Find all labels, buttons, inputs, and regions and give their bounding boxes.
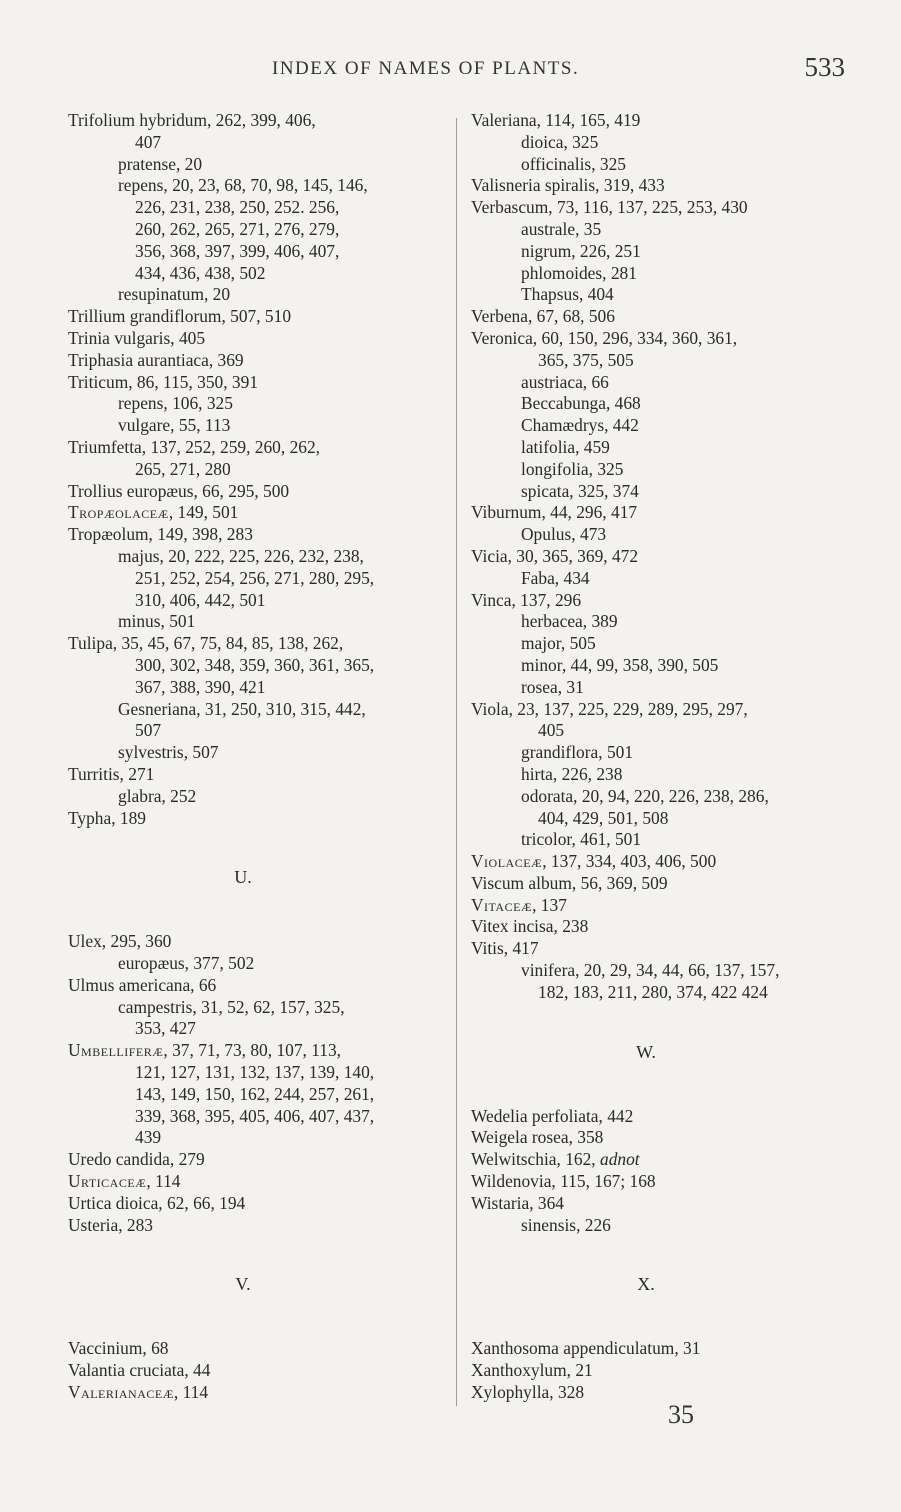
index-subentry <box>471 219 861 241</box>
index-entry <box>68 1382 448 1404</box>
entry-text: Vitis, 417 <box>471 938 539 959</box>
entry-text: 310, 406, 442, 501 <box>135 589 266 610</box>
entry-text: Valantia cruciata, 44 <box>68 1360 211 1381</box>
entry-text: repens, 20, 23, 68, 70, 98, 145, 146, <box>118 175 368 196</box>
entry-text: 367, 388, 390, 421 <box>135 676 266 697</box>
entry-text: Urtica dioica, 62, 66, 194 <box>68 1192 246 1213</box>
section-letter: U. <box>234 867 252 888</box>
entry-text: Opulus, 473 <box>521 524 607 545</box>
entry-text: Verbascum, 73, 116, 137, 225, 253, 430 <box>471 197 748 218</box>
index-subentry <box>471 393 861 415</box>
index-entry <box>471 873 861 895</box>
index-entry-continuation <box>471 982 861 1004</box>
index-entry <box>68 350 448 372</box>
entry-text: 226, 231, 238, 250, 252. 256, <box>135 197 340 218</box>
entry-text: , 37, 71, 73, 80, 107, 113, <box>163 1040 342 1061</box>
index-entry <box>68 808 448 830</box>
entry-text: campestris, 31, 52, 62, 157, 325, <box>118 996 345 1017</box>
index-entry-continuation <box>68 590 448 612</box>
entry-text: sylvestris, 507 <box>118 742 219 763</box>
index-entry <box>68 1360 448 1382</box>
family-name: Violaceæ <box>471 851 543 872</box>
index-subentry <box>471 1215 861 1237</box>
index-entry <box>68 633 448 655</box>
index-entry <box>471 197 861 219</box>
index-subentry <box>471 611 861 633</box>
entry-text: Wildenovia, 115, 167; 168 <box>471 1171 656 1192</box>
entry-text: Veronica, 60, 150, 296, 334, 360, 361, <box>471 327 738 348</box>
index-entry-continuation <box>68 1106 448 1128</box>
index-subentry <box>471 372 861 394</box>
entry-text: grandiflora, 501 <box>521 742 634 763</box>
entry-text: Tulipa, 35, 45, 67, 75, 84, 85, 138, 262, <box>68 633 344 654</box>
index-entry <box>471 938 861 960</box>
index-entry <box>471 306 861 328</box>
index-subentry <box>68 154 448 176</box>
index-entry-continuation <box>68 1084 448 1106</box>
section-letter: W. <box>636 1041 656 1062</box>
entry-text: Faba, 434 <box>521 567 590 588</box>
entry-text: europæus, 377, 502 <box>118 953 255 974</box>
index-entry <box>471 110 861 132</box>
index-subentry <box>68 393 448 415</box>
entry-text: Thapsus, 404 <box>521 284 614 305</box>
index-entry <box>68 1193 448 1215</box>
entry-text: nigrum, 226, 251 <box>521 240 641 261</box>
entry-text: Triumfetta, 137, 252, 259, 260, 262, <box>68 436 321 457</box>
index-entry-continuation <box>68 720 448 742</box>
index-subentry <box>68 786 448 808</box>
entry-text: pratense, 20 <box>118 153 203 174</box>
index-subentry <box>471 764 861 786</box>
entry-text: Vicia, 30, 365, 369, 472 <box>471 545 639 566</box>
entry-text: hirta, 226, 238 <box>521 763 623 784</box>
left-index-column <box>68 110 448 1404</box>
index-entry-continuation <box>68 655 448 677</box>
signature-mark: 35 <box>668 1400 694 1429</box>
index-entry <box>471 895 861 917</box>
index-subentry <box>68 175 448 197</box>
entry-text: vinifera, 20, 29, 34, 44, 66, 137, 157, <box>521 960 780 981</box>
entry-text: major, 505 <box>521 633 596 654</box>
index-subentry <box>68 415 448 437</box>
entry-text: phlomoides, 281 <box>521 262 637 283</box>
entry-text: 300, 302, 348, 359, 360, 361, 365, <box>135 654 375 675</box>
index-subentry <box>471 132 861 154</box>
entry-text: officinalis, 325 <box>521 153 626 174</box>
page-header <box>0 52 901 86</box>
index-subentry <box>471 524 861 546</box>
entry-text: australe, 35 <box>521 218 602 239</box>
entry-text: Viola, 23, 137, 225, 229, 289, 295, 297, <box>471 698 748 719</box>
index-entry <box>68 437 448 459</box>
entry-text: dioica, 325 <box>521 131 599 152</box>
entry-text: Viscum album, 56, 369, 509 <box>471 872 668 893</box>
entry-text: spicata, 325, 374 <box>521 480 639 501</box>
index-entry <box>471 1127 861 1149</box>
entry-text: longifolia, 325 <box>521 458 624 479</box>
entry-text: Trinia vulgaris, 405 <box>68 327 206 348</box>
index-entry <box>471 851 861 873</box>
entry-text: majus, 20, 222, 225, 226, 232, 238, <box>118 545 364 566</box>
italic-note: adnot <box>600 1149 640 1170</box>
entry-text: 405 <box>538 720 565 741</box>
entry-text: latifolia, 459 <box>521 436 610 457</box>
entry-text: 439 <box>135 1127 162 1148</box>
index-entry-continuation <box>68 219 448 241</box>
index-subentry <box>471 459 861 481</box>
index-entry <box>68 1338 448 1360</box>
index-entry-continuation <box>471 720 861 742</box>
index-entry <box>471 1382 861 1404</box>
entry-text: 182, 183, 211, 280, 374, 422 424 <box>538 981 768 1002</box>
entry-text: 365, 375, 505 <box>538 349 634 370</box>
index-subentry <box>471 284 861 306</box>
entry-text: glabra, 252 <box>118 785 197 806</box>
index-subentry <box>471 415 861 437</box>
entry-text: tricolor, 461, 501 <box>521 829 642 850</box>
running-title: INDEX OF NAMES OF PLANTS. <box>272 58 580 79</box>
entry-text: 434, 436, 438, 502 <box>135 262 266 283</box>
entry-text: 143, 149, 150, 162, 244, 257, 261, <box>135 1083 375 1104</box>
entry-text: , 114 <box>173 1382 209 1403</box>
index-entry <box>471 328 861 350</box>
entry-text: 404, 429, 501, 508 <box>538 807 669 828</box>
family-name: Tropæolaceæ <box>68 502 169 523</box>
entry-text: Wedelia perfoliata, 442 <box>471 1105 634 1126</box>
index-subentry <box>471 437 861 459</box>
entry-text: minus, 501 <box>118 611 196 632</box>
entry-text: 260, 262, 265, 271, 276, 279, <box>135 218 340 239</box>
entry-text: Trollius europæus, 66, 295, 500 <box>68 480 290 501</box>
index-entry-continuation <box>68 197 448 219</box>
index-entry <box>68 502 448 524</box>
entry-text: 353, 427 <box>135 1018 196 1039</box>
entry-text: resupinatum, 20 <box>118 284 231 305</box>
index-entry-continuation <box>471 350 861 372</box>
index-entry-continuation <box>68 1062 448 1084</box>
column-divider <box>456 118 457 1406</box>
index-subentry <box>471 960 861 982</box>
index-entry <box>471 1171 861 1193</box>
index-entry <box>471 590 861 612</box>
index-entry <box>471 1338 861 1360</box>
index-entry <box>471 1193 861 1215</box>
entry-text: Vinca, 137, 296 <box>471 589 582 610</box>
index-entry-continuation <box>68 263 448 285</box>
entry-text: repens, 106, 325 <box>118 393 233 414</box>
index-subentry <box>68 742 448 764</box>
index-entry <box>68 372 448 394</box>
entry-text: Xylophylla, 328 <box>471 1382 585 1403</box>
index-entry-continuation <box>68 241 448 263</box>
entry-text: odorata, 20, 94, 220, 226, 238, 286, <box>521 785 769 806</box>
index-subentry <box>471 568 861 590</box>
index-entry-continuation <box>68 132 448 154</box>
index-entry <box>68 306 448 328</box>
entry-text: Trifolium hybridum, 262, 399, 406, <box>68 110 316 130</box>
entry-text: Ulmus americana, 66 <box>68 974 217 995</box>
family-name: Valerianaceæ <box>68 1382 174 1403</box>
entry-text: Wistaria, 364 <box>471 1192 564 1213</box>
entry-text: 407 <box>135 131 162 152</box>
index-subentry <box>471 742 861 764</box>
entry-text: 339, 368, 395, 405, 406, 407, 437, <box>135 1105 375 1126</box>
entry-text: Tropæolum, 149, 398, 283 <box>68 524 253 545</box>
entry-text: 356, 368, 397, 399, 406, 407, <box>135 240 340 261</box>
index-subentry <box>471 154 861 176</box>
index-subentry <box>471 241 861 263</box>
index-subentry <box>68 699 448 721</box>
index-entry <box>68 975 448 997</box>
entry-text: Xanthosoma appendiculatum, 31 <box>471 1338 701 1359</box>
index-entry-continuation <box>68 568 448 590</box>
entry-text: Typha, 189 <box>68 807 146 828</box>
index-subentry <box>471 633 861 655</box>
index-entry-continuation <box>68 1127 448 1149</box>
entry-text: Triphasia aurantiaca, 369 <box>68 349 244 370</box>
entry-text: Trillium grandiflorum, 507, 510 <box>68 306 292 327</box>
entry-text: rosea, 31 <box>521 676 584 697</box>
index-entry-continuation <box>68 677 448 699</box>
index-entry <box>471 1106 861 1128</box>
index-entry <box>68 931 448 953</box>
index-entry <box>68 1149 448 1171</box>
index-entry <box>68 328 448 350</box>
index-entry-continuation <box>471 808 861 830</box>
entry-text: 265, 271, 280 <box>135 458 231 479</box>
family-name: Umbelliferæ <box>68 1040 164 1061</box>
index-subentry <box>471 481 861 503</box>
index-subentry <box>471 655 861 677</box>
entry-text: 121, 127, 131, 132, 137, 139, 140, <box>135 1062 375 1083</box>
entry-text: vulgare, 55, 113 <box>118 415 231 436</box>
index-entry <box>471 175 861 197</box>
entry-text: Uredo candida, 279 <box>68 1149 205 1170</box>
entry-text: austriaca, 66 <box>521 371 609 392</box>
entry-text: Usteria, 283 <box>68 1214 154 1235</box>
index-entry <box>68 1171 448 1193</box>
index-subentry <box>471 829 861 851</box>
index-subentry <box>68 611 448 633</box>
index-subentry <box>68 953 448 975</box>
entry-text: , 114 <box>146 1171 181 1192</box>
index-entry <box>68 764 448 786</box>
entry-text: , 137, 334, 403, 406, 500 <box>542 851 717 872</box>
entry-text: Welwitschia, 162, <box>471 1149 601 1170</box>
entry-text: Vitex incisa, 238 <box>471 916 589 937</box>
index-entry <box>68 110 448 132</box>
entry-text: Valisneria spiralis, 319, 433 <box>471 175 665 196</box>
index-subentry <box>68 997 448 1019</box>
entry-text: herbacea, 389 <box>521 611 618 632</box>
entry-text: Verbena, 67, 68, 506 <box>471 306 615 327</box>
entry-text: , 137 <box>532 894 567 915</box>
entry-text: Xanthoxylum, 21 <box>471 1360 593 1381</box>
index-entry <box>68 1215 448 1237</box>
index-subentry <box>471 263 861 285</box>
index-entry <box>68 524 448 546</box>
entry-text: Vaccinium, 68 <box>68 1338 169 1359</box>
right-index-column <box>471 110 861 1404</box>
index-entry-continuation <box>68 1018 448 1040</box>
page-number: 533 <box>804 52 845 82</box>
index-entry <box>68 1040 448 1062</box>
entry-text: Triticum, 86, 115, 350, 391 <box>68 371 259 392</box>
entry-text: Turritis, 271 <box>68 763 155 784</box>
entry-text: Weigela rosea, 358 <box>471 1127 604 1148</box>
index-subentry <box>471 677 861 699</box>
entry-text: Beccabunga, 468 <box>521 393 641 414</box>
entry-text: sinensis, 226 <box>521 1214 611 1235</box>
entry-text: minor, 44, 99, 358, 390, 505 <box>521 654 719 675</box>
index-subentry <box>471 786 861 808</box>
index-entry <box>471 1360 861 1382</box>
index-subentry <box>68 284 448 306</box>
entry-text: , 149, 501 <box>168 502 239 523</box>
index-entry <box>471 546 861 568</box>
entry-text: 251, 252, 254, 256, 271, 280, 295, <box>135 567 375 588</box>
index-entry <box>471 916 861 938</box>
entry-text: Viburnum, 44, 296, 417 <box>471 502 638 523</box>
entry-text: Valeriana, 114, 165, 419 <box>471 110 641 130</box>
entry-text: 507 <box>135 720 162 741</box>
family-name: Vitaceæ <box>471 894 533 915</box>
family-name: Urticaceæ <box>68 1171 147 1192</box>
index-entry <box>471 699 861 721</box>
index-subentry <box>68 546 448 568</box>
index-entry <box>471 1149 861 1171</box>
section-letter: X. <box>637 1274 655 1295</box>
index-entry-continuation <box>68 459 448 481</box>
entry-text: Ulex, 295, 360 <box>68 931 172 952</box>
index-entry <box>68 481 448 503</box>
section-letter: V. <box>235 1274 251 1295</box>
index-entry <box>471 502 861 524</box>
entry-text: Chamædrys, 442 <box>521 415 639 436</box>
entry-text: Gesneriana, 31, 250, 310, 315, 442, <box>118 698 366 719</box>
